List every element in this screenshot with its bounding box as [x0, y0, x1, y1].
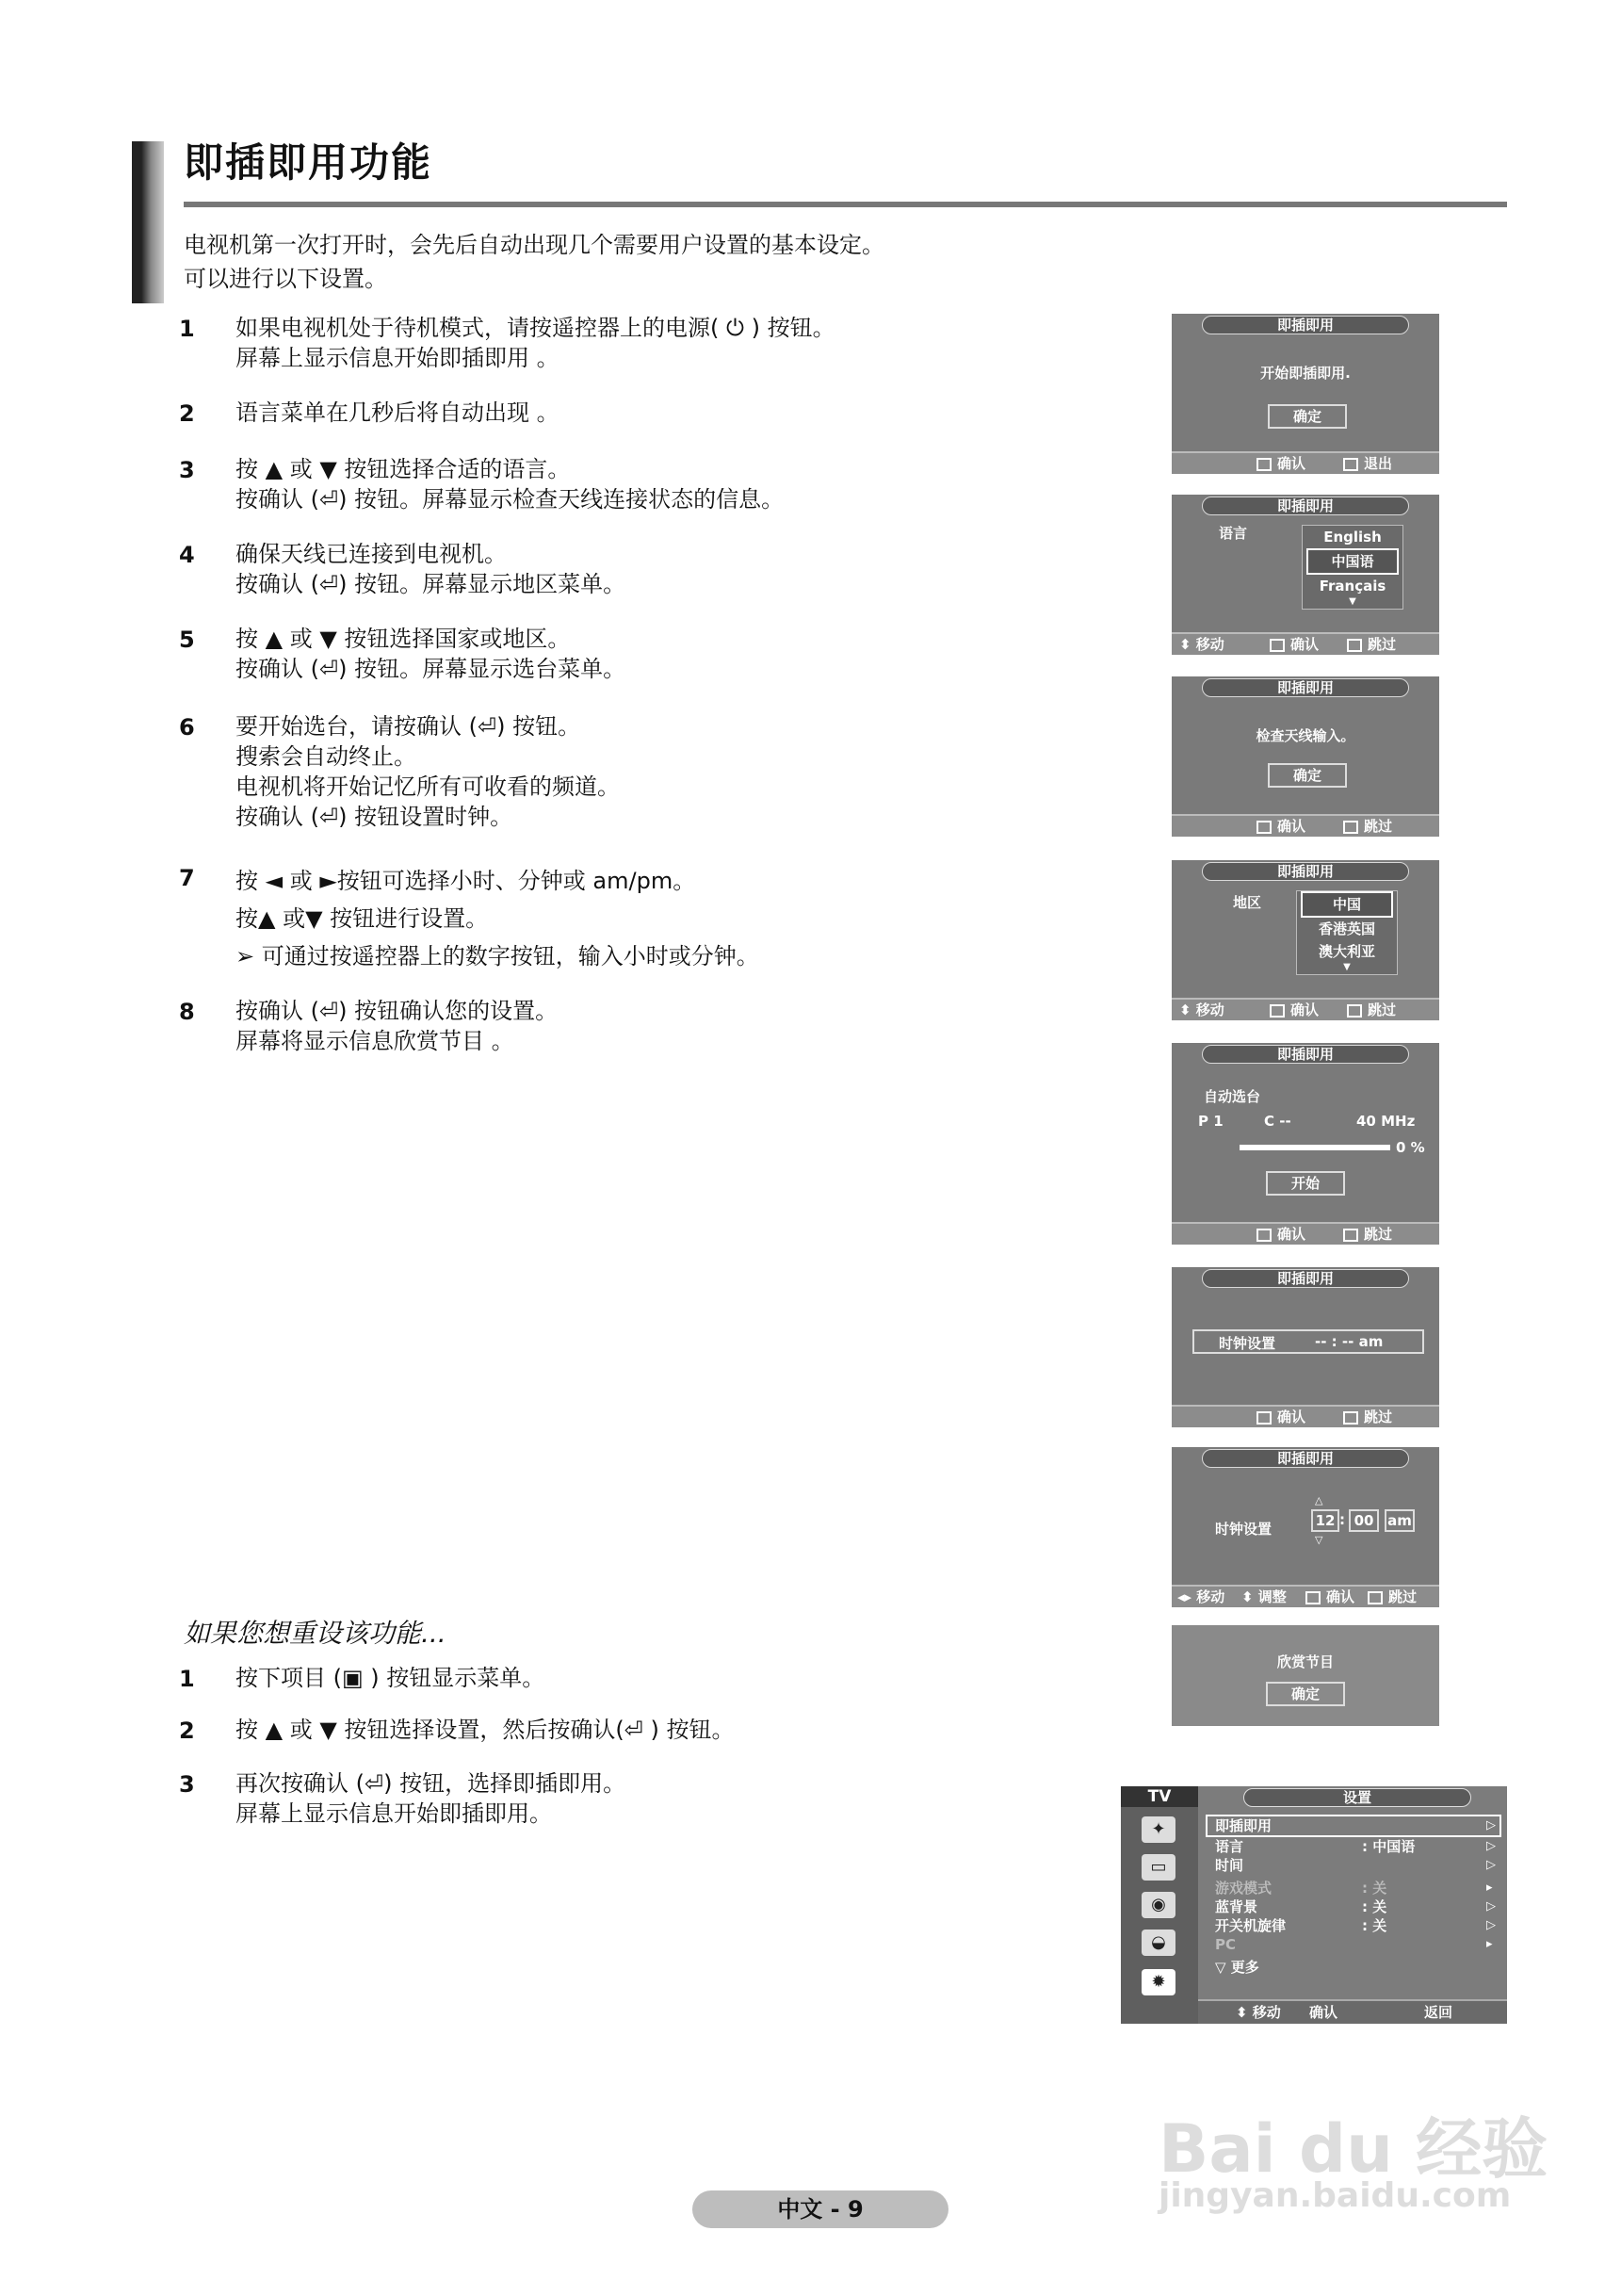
channel-value: C --	[1264, 1113, 1291, 1130]
step-number: 6	[179, 714, 195, 741]
move-hint: ◂▸ 移动	[1177, 1588, 1225, 1605]
skip-icon	[1343, 1229, 1358, 1242]
menu-title: 设置	[1243, 1788, 1471, 1807]
skip-icon	[1347, 639, 1362, 652]
language-label: 语言	[1219, 525, 1248, 542]
confirm-hint: 确认	[1309, 2004, 1338, 2021]
enter-icon	[1256, 821, 1272, 834]
step-number: 8	[179, 999, 195, 1025]
confirm-hint: 确认	[1256, 1407, 1305, 1427]
screen-check-antenna	[1172, 676, 1439, 837]
menu-item-blue-screen[interactable]: 蓝背景	[1215, 1898, 1258, 1915]
ampm-field[interactable]: am	[1385, 1509, 1415, 1532]
chevron-right-icon: ▸	[1486, 1937, 1493, 1951]
skip-hint: 跳过	[1343, 816, 1392, 837]
step-number: 4	[179, 542, 195, 568]
confirm-hint: 确认	[1256, 453, 1305, 474]
ok-button[interactable]: 确定	[1268, 404, 1347, 429]
step-line: 按 ▲ 或 ▼ 按钮选择国家或地区。	[235, 626, 571, 652]
intro-line: 可以进行以下设置。	[184, 266, 387, 292]
confirm-hint: 确认	[1270, 634, 1319, 655]
gear-icon[interactable]: ✹	[1142, 1969, 1175, 1995]
clock-value: -- : -- am	[1315, 1333, 1384, 1350]
language-option-selected[interactable]: 中国语	[1306, 548, 1399, 575]
move-hint: ⬍ 移动	[1179, 636, 1224, 653]
screen-region	[1172, 860, 1439, 1020]
menu-item-time[interactable]: 时间	[1215, 1857, 1244, 1874]
title-rule	[184, 202, 1507, 207]
step-line: 按▲ 或▼ 按钮进行设置。	[235, 905, 489, 932]
step-line: 按确认 (⏎) 按钮。屏幕显示地区菜单。	[235, 571, 626, 597]
clock-label: 时钟设置	[1215, 1521, 1272, 1538]
step-text	[235, 454, 784, 514]
clock-separator: :	[1339, 1511, 1345, 1528]
language-option[interactable]: Français	[1319, 578, 1386, 594]
step-text	[235, 711, 620, 832]
page-title: 即插即用功能	[184, 139, 433, 186]
step-line: 按确认 (⏎) 按钮。屏幕显示选台菜单。	[235, 656, 626, 682]
step-line: 屏幕上显示信息开始即插即用 。	[235, 345, 559, 371]
region-option[interactable]: 香港英国	[1318, 920, 1375, 937]
ok-button[interactable]: 确定	[1268, 763, 1347, 788]
screen-message: 检查天线输入。	[1256, 727, 1355, 744]
menu-item-language[interactable]: 语言	[1215, 1838, 1244, 1855]
confirm-hint: 确认	[1270, 1000, 1319, 1020]
move-hint: ⬍ 移动	[1236, 2004, 1281, 2021]
exit-hint: 退出	[1343, 453, 1392, 474]
chevron-right-icon: ▷	[1486, 1839, 1496, 1853]
tv-tag: TV	[1121, 1786, 1198, 1807]
screen-title: 即插即用	[1202, 678, 1409, 697]
menu-value-melody: : 关	[1362, 1917, 1387, 1934]
skip-hint: 跳过	[1343, 1224, 1392, 1245]
menu-value-game-mode: : 关	[1362, 1880, 1387, 1897]
up-arrow-icon[interactable]: △	[1315, 1494, 1323, 1506]
step-line: 如果电视机处于待机模式，请按遥控器上的电源( ⏻ ) 按钮。	[235, 315, 835, 341]
step-line: 按下项目 (▣ ) 按钮显示菜单。	[235, 1665, 545, 1691]
progress-bar	[1240, 1145, 1390, 1150]
chevron-right-icon: ▷	[1486, 1858, 1496, 1872]
skip-icon	[1343, 821, 1358, 834]
intro-text	[184, 228, 884, 296]
intro-line: 电视机第一次打开时，会先后自动出现几个需要用户设置的基本设定。	[184, 232, 884, 258]
screen-message: 欣赏节目	[1276, 1653, 1334, 1670]
skip-icon	[1347, 1004, 1362, 1018]
step-line: 确保天线已连接到电视机。	[235, 541, 507, 567]
enter-icon	[1305, 1591, 1321, 1604]
page-number: 中文 - 9	[692, 2190, 948, 2228]
region-label: 地区	[1233, 894, 1262, 911]
sound-icon[interactable]: ◉	[1142, 1892, 1175, 1918]
hour-field[interactable]: 12	[1311, 1509, 1339, 1532]
auto-store-label: 自动选台	[1204, 1088, 1261, 1105]
enter-icon	[1256, 1229, 1272, 1242]
clock-field[interactable]	[1192, 1329, 1424, 1354]
down-arrow-icon[interactable]: ▽	[1315, 1534, 1323, 1546]
screen-enjoy	[1172, 1625, 1439, 1726]
chevron-right-icon: ▸	[1486, 1881, 1493, 1895]
menu-item-pc[interactable]: PC	[1215, 1936, 1237, 1953]
menu-item-plug-and-play[interactable]: 即插即用	[1215, 1817, 1272, 1834]
step-text	[235, 539, 625, 599]
screen-title: 即插即用	[1202, 1269, 1409, 1288]
step-line: 按 ▲ 或 ▼ 按钮选择合适的语言。	[235, 456, 571, 482]
step-number: 7	[179, 865, 195, 891]
chevron-right-icon: ▷	[1486, 1918, 1496, 1932]
step-line: 要开始选台，请按确认 (⏎) 按钮。	[235, 713, 581, 740]
screen-language	[1172, 495, 1439, 655]
step-number: 3	[179, 1771, 195, 1798]
exit-icon	[1343, 458, 1358, 471]
start-button[interactable]: 开始	[1266, 1171, 1345, 1196]
screen-auto-store	[1172, 1043, 1439, 1245]
step-number: 5	[179, 627, 195, 653]
step-number: 1	[179, 1666, 195, 1692]
scroll-down-icon[interactable]: ▼	[1349, 596, 1356, 607]
step-line: 搜索会自动终止。	[235, 743, 416, 770]
screen-title: 即插即用	[1202, 497, 1409, 515]
header-bar	[132, 141, 164, 303]
confirm-hint: 确认	[1305, 1587, 1354, 1607]
reset-heading: 如果您想重设该功能...	[184, 1618, 446, 1649]
clock-label: 时钟设置	[1219, 1335, 1276, 1352]
return-hint: 返回	[1424, 2004, 1453, 2021]
step-text	[235, 313, 835, 373]
skip-icon	[1368, 1591, 1383, 1604]
picture-icon[interactable]: ▭	[1142, 1854, 1175, 1881]
region-option-selected[interactable]: 中国	[1301, 891, 1393, 918]
progress-percent: 0 %	[1396, 1139, 1425, 1156]
enter-icon	[1256, 1411, 1272, 1425]
adjust-hint: ⬍ 调整	[1241, 1588, 1287, 1605]
step-line: 屏幕将显示信息欣赏节目 。	[235, 1028, 514, 1054]
step-text	[235, 1768, 625, 1829]
chevron-right-icon: ▷	[1486, 1899, 1496, 1913]
menu-sidebar	[1121, 1786, 1198, 2024]
screen-clock-set	[1172, 1267, 1439, 1427]
menu-item-more[interactable]: ▽ 更多	[1215, 1959, 1259, 1976]
skip-icon	[1343, 1411, 1358, 1425]
program-number: P 1	[1198, 1113, 1224, 1130]
minute-field[interactable]: 00	[1349, 1509, 1379, 1532]
chevron-right-icon: ▷	[1486, 1818, 1496, 1832]
screen-title: 即插即用	[1202, 1045, 1409, 1064]
step-text	[235, 1663, 544, 1693]
frequency-value: 40 MHz	[1356, 1113, 1416, 1130]
menu-item-game-mode[interactable]: 游戏模式	[1215, 1880, 1272, 1897]
menu-footer	[1198, 1999, 1507, 2024]
skip-hint: 跳过	[1368, 1587, 1417, 1607]
screen-title: 即插即用	[1202, 862, 1409, 881]
step-number: 2	[179, 400, 195, 427]
step-line: 按确认 (⏎) 按钮确认您的设置。	[235, 998, 559, 1024]
move-hint: ⬍ 移动	[1179, 1001, 1224, 1018]
screen-message: 开始即插即用.	[1260, 365, 1351, 382]
step-line: 按 ▲ 或 ▼ 按钮选择设置，然后按确认(⏎ ) 按钮。	[235, 1717, 735, 1743]
menu-value-blue-screen: : 关	[1362, 1898, 1387, 1915]
step-line: 按确认 (⏎) 按钮。屏幕显示检查天线连接状态的信息。	[235, 486, 785, 513]
step-line: 屏幕上显示信息开始即插即用。	[235, 1800, 552, 1827]
region-option[interactable]: 澳大利亚	[1318, 943, 1375, 960]
region-list[interactable]	[1296, 890, 1398, 975]
step-number: 2	[179, 1718, 195, 1744]
step-text	[235, 862, 759, 975]
step-line: 按确认 (⏎) 按钮设置时钟。	[235, 804, 513, 830]
channel-icon[interactable]: ◒	[1142, 1930, 1175, 1956]
step-line: 语言菜单在几秒后将自动出现 。	[235, 399, 559, 426]
skip-hint: 跳过	[1343, 1407, 1392, 1427]
scroll-down-icon[interactable]: ▼	[1343, 962, 1351, 972]
menu-value-language: : 中国语	[1362, 1838, 1416, 1855]
step-number: 3	[179, 457, 195, 483]
step-line: 再次按确认 (⏎) 按钮，选择即插即用。	[235, 1770, 626, 1797]
language-option[interactable]: English	[1323, 529, 1382, 546]
menu-item-melody[interactable]: 开关机旋律	[1215, 1917, 1287, 1934]
skip-hint: 跳过	[1347, 634, 1396, 655]
antenna-icon[interactable]: ✦	[1142, 1816, 1175, 1843]
screen-title: 即插即用	[1202, 316, 1409, 334]
skip-hint: 跳过	[1347, 1000, 1396, 1020]
watermark-logo: Bai du 经验	[1159, 2110, 1548, 2188]
step-text	[235, 398, 559, 428]
screen-clock-adjust	[1172, 1447, 1439, 1607]
enter-icon	[1270, 639, 1285, 652]
ok-button[interactable]: 确定	[1266, 1682, 1345, 1706]
confirm-hint: 确认	[1256, 1224, 1305, 1245]
enter-icon	[1256, 458, 1272, 471]
screen-start-plug-and-play	[1172, 314, 1439, 474]
language-list[interactable]	[1302, 525, 1403, 610]
setup-menu	[1121, 1786, 1507, 2024]
confirm-hint: 确认	[1256, 816, 1305, 837]
watermark-url: jingyan.baidu.com	[1159, 2176, 1512, 2215]
step-line: 电视机将开始记忆所有可收看的频道。	[235, 773, 620, 800]
step-text	[235, 996, 558, 1056]
screen-title: 即插即用	[1202, 1449, 1409, 1468]
enter-icon	[1270, 1004, 1285, 1018]
step-line: 按 ◄ 或 ►按钮可选择小时、分钟或 am/pm。	[235, 868, 696, 894]
step-note: ➢ 可通过按遥控器上的数字按钮，输入小时或分钟。	[235, 943, 759, 969]
step-number: 1	[179, 316, 195, 342]
step-text	[235, 624, 625, 684]
step-text	[235, 1715, 735, 1745]
